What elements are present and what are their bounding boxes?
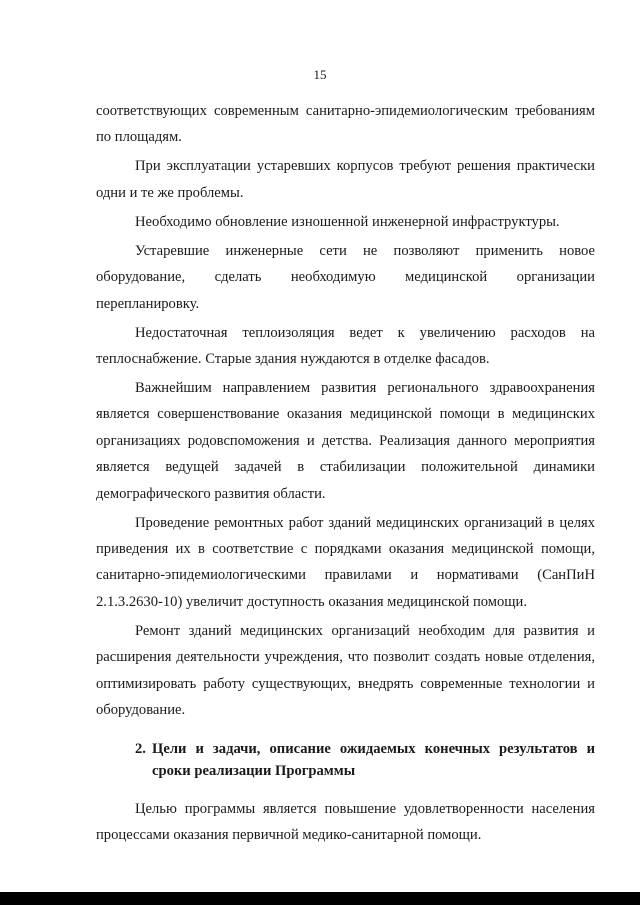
document-body xyxy=(96,98,595,851)
scan-edge-bar xyxy=(0,892,640,905)
section-number: 2. xyxy=(135,740,146,757)
page-number: 15 xyxy=(313,67,327,82)
section-title: Цели и задачи, описание ожидаемых конечных результатов и сроки реализации Программы xyxy=(152,740,595,779)
paragraph-continuation: соответствующих современным санитарно-эпидемиологическим требованиям по площадям. xyxy=(96,103,595,146)
section-heading xyxy=(96,738,595,782)
paragraph: Устаревшие инженерные сети не позволяют применить новое оборудование, сделать необходимую медицинской организации перепланировку. xyxy=(96,242,595,312)
paragraph: Важнейшим направлением развития регионального здравоохранения является совершенствование оказания медицинской помощи в медицинских организациях родовспоможения и детства. Реализация данного мероприятия является ведущей задачей в стабилизации положительной динамики демографического развития области. xyxy=(96,380,595,502)
paragraph: Недостаточная теплоизоляция ведет к увеличению расходов на теплоснабжение. Старые здания нуждаются в отделке фасадов. xyxy=(96,324,595,368)
paragraph: Целью программы является повышение удовлетворенности населения процессами оказания первичной медико-санитарной помощи. xyxy=(96,800,595,843)
paragraph: Ремонт зданий медицинских организаций необходим для развития и расширения деятельности учреждения, что позволит создать новые отделения, оптимизировать работу существующих, внедрять современные технологии и оборудование. xyxy=(96,622,595,719)
paragraph: Проведение ремонтных работ зданий медицинских организаций в целях приведения их в соответствие с порядками оказания медицинской помощи, санитарно-эпидемиологическими правилами и нормативами (СанПиН 2.1.3.2630-10) увеличит доступность оказания медицинской помощи. xyxy=(96,514,595,610)
paragraph: Необходимо обновление изношенной инженерной инфраструктуры. xyxy=(135,213,560,230)
paragraph: При эксплуатации устаревших корпусов требуют решения практически одни и те же проблемы. xyxy=(96,158,595,201)
